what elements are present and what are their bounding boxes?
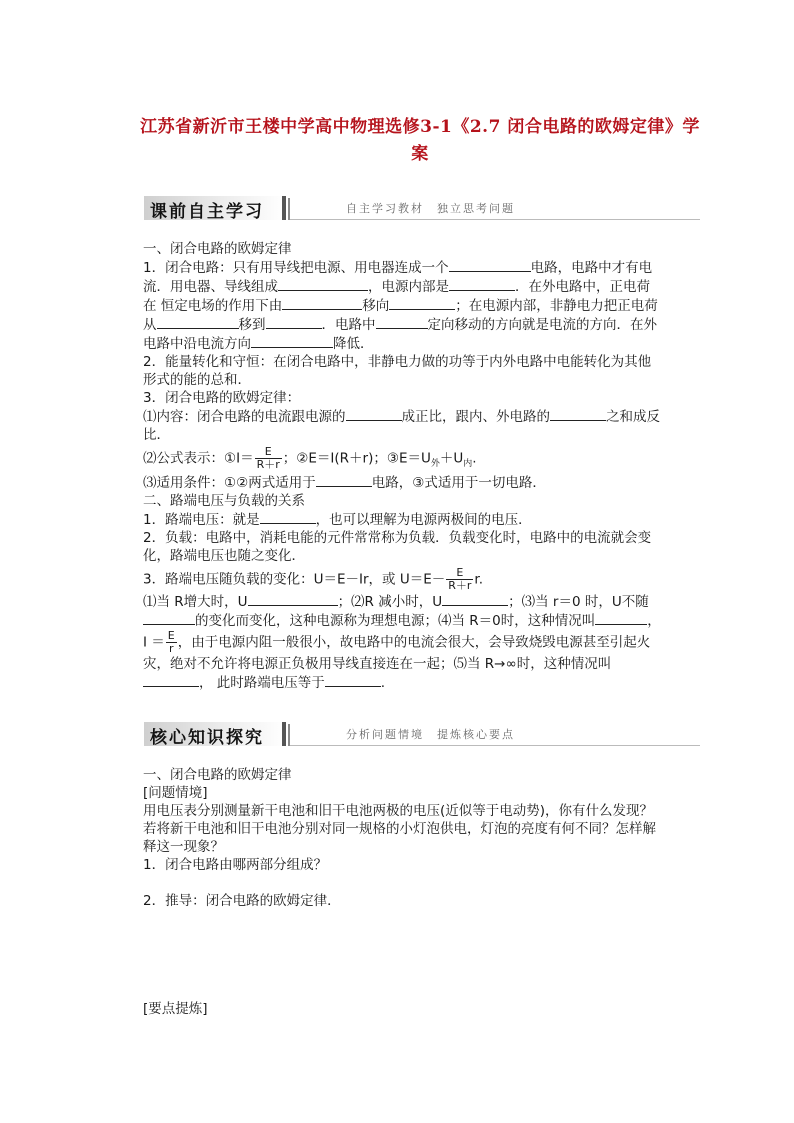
label-problem-situation: [问题情境]	[143, 785, 208, 801]
text: 恒定电场的作用下由	[160, 298, 283, 314]
text: ，电源内部是	[368, 279, 449, 295]
text: 定向移动的方向就是电流的方向．在外	[427, 317, 657, 333]
fraction-numerator: E	[167, 629, 175, 643]
text: 的变化而变化，这种电源称为理想电源；⑷当 R＝0时，这种情况叫	[195, 613, 596, 630]
text: r.	[474, 571, 484, 588]
paragraph-formula	[143, 446, 663, 473]
core-content	[143, 766, 663, 910]
paragraph-content	[143, 407, 663, 444]
text: .	[472, 450, 477, 467]
preview-content	[143, 240, 663, 692]
text: 比．	[143, 427, 170, 443]
fill-blank[interactable]	[449, 258, 531, 272]
text: 电路中沿电流方向	[143, 336, 251, 352]
section-rule	[290, 219, 700, 220]
paragraph-cases	[143, 592, 663, 692]
text: 成正比，跟内、外电路的	[401, 409, 550, 425]
section-subtitle: 自主学习教材 独立思考问题	[346, 202, 515, 215]
text: 3．路端电压随负载的变化：U＝E－Ir，或 U＝E－	[143, 571, 446, 588]
document-title: 江苏省新沂市王楼中学高中物理选修3-1《2.7 闭合电路的欧姆定律》学案	[140, 117, 700, 164]
text: 1．闭合电路：只有用导线把电源、用电器连成一个	[143, 260, 449, 276]
fill-blank[interactable]	[266, 315, 322, 329]
fraction-denominator: R＋r	[256, 458, 280, 471]
text: ⑵公式表示：①I＝	[143, 450, 254, 467]
heading: 一、闭合电路的欧姆定律	[143, 241, 292, 257]
fraction-denominator: R＋r	[448, 579, 472, 593]
text: 移向	[362, 298, 390, 314]
text: ，I	[143, 613, 661, 651]
text: 移到	[238, 317, 266, 333]
banner-bar-end	[282, 196, 286, 220]
banner-bar-end	[282, 722, 286, 746]
text: 从	[143, 317, 157, 333]
text: ⑴内容：闭合电路的电流跟电源的	[143, 409, 346, 425]
fill-blank[interactable]	[595, 611, 647, 625]
paragraph-variation	[143, 567, 663, 592]
fill-blank[interactable]	[143, 673, 199, 687]
text: ⑶适用条件：①②两式适用于	[143, 475, 316, 492]
text: 流．用电器、导线组成	[143, 279, 278, 295]
text: ⑴当 R增大时，U	[143, 594, 248, 611]
fill-blank[interactable]	[157, 315, 239, 329]
fill-blank[interactable]	[346, 407, 402, 421]
paragraph-conditions	[143, 473, 663, 492]
fill-blank[interactable]	[389, 296, 455, 310]
text: ＋U	[439, 450, 464, 467]
section-rule	[290, 745, 700, 746]
question-2: 2．推导：闭合电路的欧姆定律．	[143, 893, 341, 909]
text: ；②E＝I(R＋r)；③E＝U	[282, 450, 431, 467]
fill-blank[interactable]	[278, 277, 368, 291]
fill-blank[interactable]	[550, 407, 606, 421]
text: 此时路端电压等于	[216, 675, 325, 692]
paragraph-energy: 2．能量转化和守恒：在闭合电路中，非静电力做的功等于内外电路中电能转化为其他形式的能的总和．	[143, 354, 652, 388]
paragraph-load: 2．负载：电路中，消耗电能的元件常常称为负载．负载变化时，电路中的电流就会变化，路端电压也随之变化．	[143, 530, 652, 565]
text: ，	[199, 675, 213, 692]
paragraph-terminal-voltage	[143, 510, 663, 529]
text: ；⑵R 减小时，U	[337, 594, 443, 611]
section-heading: 课前自主学习	[150, 202, 264, 222]
text: 之和成反	[606, 409, 660, 425]
fill-blank[interactable]	[143, 611, 195, 625]
fill-blank[interactable]	[251, 334, 333, 348]
text: ．在外电路中，正电荷在	[143, 279, 650, 314]
fraction-denominator: r	[166, 642, 177, 655]
fill-blank[interactable]	[449, 277, 515, 291]
text: 降低．	[333, 336, 374, 352]
banner-bar-end-line	[288, 724, 290, 746]
text: 电路，③式适用于一切电路．	[371, 475, 546, 492]
fill-blank[interactable]	[282, 296, 362, 310]
heading: 一、闭合电路的欧姆定律	[143, 767, 292, 783]
label-key-points: [要点提炼]	[143, 1001, 208, 1017]
text: ，由于电源内阻一般很小，故电路中的电流会很大，会导致烧毁电源甚至引起火灾，绝对不允许将电源正负极用导线直接连在一起；⑸当 R→∞时，这种情况叫	[143, 634, 651, 673]
paragraph-ohm-law: 3．闭合电路的欧姆定律：	[143, 390, 301, 406]
subscript: 外	[430, 459, 440, 470]
text: ；在电源内部，非静电力把正电荷	[455, 298, 658, 314]
fraction-numerator: E	[264, 445, 272, 458]
text: ．电路中	[321, 317, 376, 333]
section-banner-core	[144, 722, 700, 746]
subscript: 内	[463, 459, 473, 470]
text: ，也可以理解为电源两极间的电压．	[315, 512, 532, 529]
key-points	[143, 1000, 663, 1018]
heading: 二、路端电压与负载的关系	[143, 493, 305, 510]
text: ；⑶当 r＝0 时，U不随	[508, 594, 649, 611]
question-situation: 用电压表分别测量新干电池和旧干电池两极的电压(近似等于电动势)，你有什么发现？若将新干电池和旧干电池分别对同一规格的小灯泡供电，灯泡的亮度有何不同？怎样解释这一现象？	[143, 803, 656, 855]
section-banner-preview	[144, 196, 700, 220]
fill-blank[interactable]	[325, 673, 381, 687]
fill-blank[interactable]	[316, 473, 372, 487]
fraction	[255, 446, 282, 471]
fraction-numerator: E	[456, 566, 464, 580]
fill-blank[interactable]	[376, 315, 428, 329]
fill-blank[interactable]	[442, 592, 508, 606]
section-heading: 核心知识探究	[150, 728, 264, 748]
paragraph-closed-circuit	[143, 258, 663, 353]
fill-blank[interactable]	[248, 592, 338, 606]
fraction	[446, 567, 473, 592]
banner-bar-end-line	[288, 198, 290, 220]
fraction	[166, 630, 177, 655]
fill-blank[interactable]	[260, 510, 316, 524]
text: ＝	[151, 634, 165, 651]
text: 电路，电路中才有电	[530, 260, 653, 276]
text: .	[380, 675, 386, 692]
text: 1．路端电压：就是	[143, 512, 260, 529]
question-1: 1．闭合电路由哪两部分组成？	[143, 857, 328, 873]
section-subtitle: 分析问题情境 提炼核心要点	[346, 728, 515, 741]
